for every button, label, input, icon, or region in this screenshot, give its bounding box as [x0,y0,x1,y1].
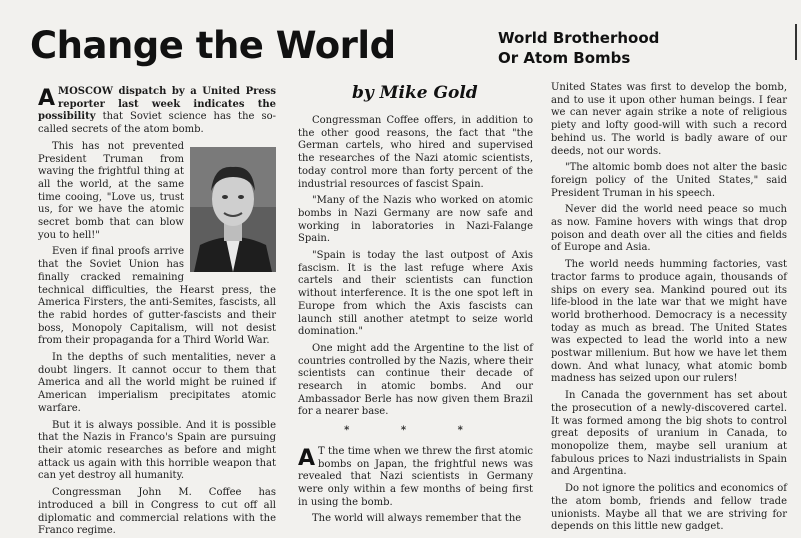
paragraph: Do not ignore the politics and economics of the atom bomb, friends and fellow trade unionists. Maybe all that we are striving for depends on this little new gadget. [551,483,787,533]
paragraph: The world needs humming factories, vast tractor farms to produce again, thousands of ships on every sea. Mankind poured out its life-blood in the late war that we might have world brotherhood. Democracy is a necessity today as much as bread. The United States was expected to lead the world into a new postwar millenium. But how we have let them down. And what lunacy, what atomic bomb madness has seized upon our rulers! [551,259,787,385]
paragraph: Congressman Coffee offers, in addition to the other good reasons, the fact that "the German cartels, who hired and supervised the researches of the Nazi atomic scientists, today control more than forty percent of the industrial resources of fascist Spain. [298,115,533,190]
drop-cap: A [298,445,316,471]
article-column-1 [38,86,276,537]
subhead-line-1: World Brotherhood [498,29,660,47]
paragraph: This has not prevented President Truman from waving the frightful thing at all the world, at the same time cooing, "Love us, trust us, for we have the atomic secret bomb that can blow you to hell!" [38,140,184,241]
portrait-photo [190,147,276,272]
paragraph: In the depths of such mentalities, never a doubt lingers. It cannot occur to them that America and all the world might be ruined if American imperialism precipitates atomic warfare. [38,352,276,414]
headline: Change the World [30,24,396,67]
paragraph [38,86,276,137]
drop-cap: A [38,86,56,111]
paragraph: "Spain is today the last outpost of Axis fascism. It is the last refuge where Axis cartels and their scientists can function without interference. It is the one spot left in Europe from which the Axis fascists can launch still another atetmpt to seize world domination." [298,250,533,338]
article-column-2 [298,115,533,525]
paragraph: Never did the world need peace so much as now. Famine hovers with wings that drop poison and death over all the cities and fields of Europe and Asia. [551,204,787,254]
column-rule [795,24,797,60]
byline: by Mike Gold [352,83,478,103]
paragraph: United States was first to develop the bomb, and to use it upon other human beings. I fear we can never again strike a note of religious piety and lofty good-will with such a record behind us. The world is badly aware of our deeds, not our words. [551,82,787,157]
paragraph-text: that Soviet science has the so-called secrets of the atom bomb. [38,111,276,136]
paragraph: Congressman John M. Coffee has introduced a bill in Congress to cut off all diplomatic and commercial relations with the Franco regime. [38,487,276,537]
article-column-3 [551,82,787,533]
paragraph: In Canada the government has set about the prosecution of a newly-discovered cartel. It was formed among the big shots to control great deposits of uranium in Canada, to monopolize them, maybe sell uranium at fabulous prices to Nazi industrialists in Spain and Argentina. [551,390,787,478]
paragraph: But it is always possible. And it is possible that the Nazis in Franco's Spain are pursuing their atomic researches as before and might attack us again with this horrible weapon that can yet destroy all humanity. [38,419,276,482]
paragraph [298,446,533,510]
paragraph: "The altomic bomb does not alter the basic foreign policy of the United States," said President Truman in his speech. [551,162,787,199]
subhead [498,28,659,68]
lead-text: MOSCOW dispatch by a United Press reporter last week indicates the possibility [38,86,276,123]
paragraph: The world will always remember that the [312,513,522,525]
paragraph: One might add the Argentine to the list of countries controlled by the Nazis, where their scientists can continue their decade of research in atomic bombs. And our Ambassador Berle has now given them Brazil for a nearer base. [298,342,533,418]
section-break-stars: * * * [344,425,487,437]
paragraph: "Many of the Nazis who worked on atomic bombs in Nazi Germany are now safe and working in laboratories in Nazi-Falange Spain. [298,195,533,245]
paragraph-text: T the time when we threw the first atomic bombs on Japan, the frightful news was revealed that Nazi scientists in Germany were only within a few months of being first in using the bomb. [298,445,533,508]
subhead-line-2: Or Atom Bombs [498,49,631,67]
paragraph: Even if final proofs arrive that the Soviet Union has finally cracked remaining technical difficulties, the Hearst press, the America Firsters, the anti-Semites, fascists, all the rabid hordes of gutter-fascists and their boss, Monopoly Capitalism, will not desist from their propaganda for a Third World War. [38,246,276,347]
